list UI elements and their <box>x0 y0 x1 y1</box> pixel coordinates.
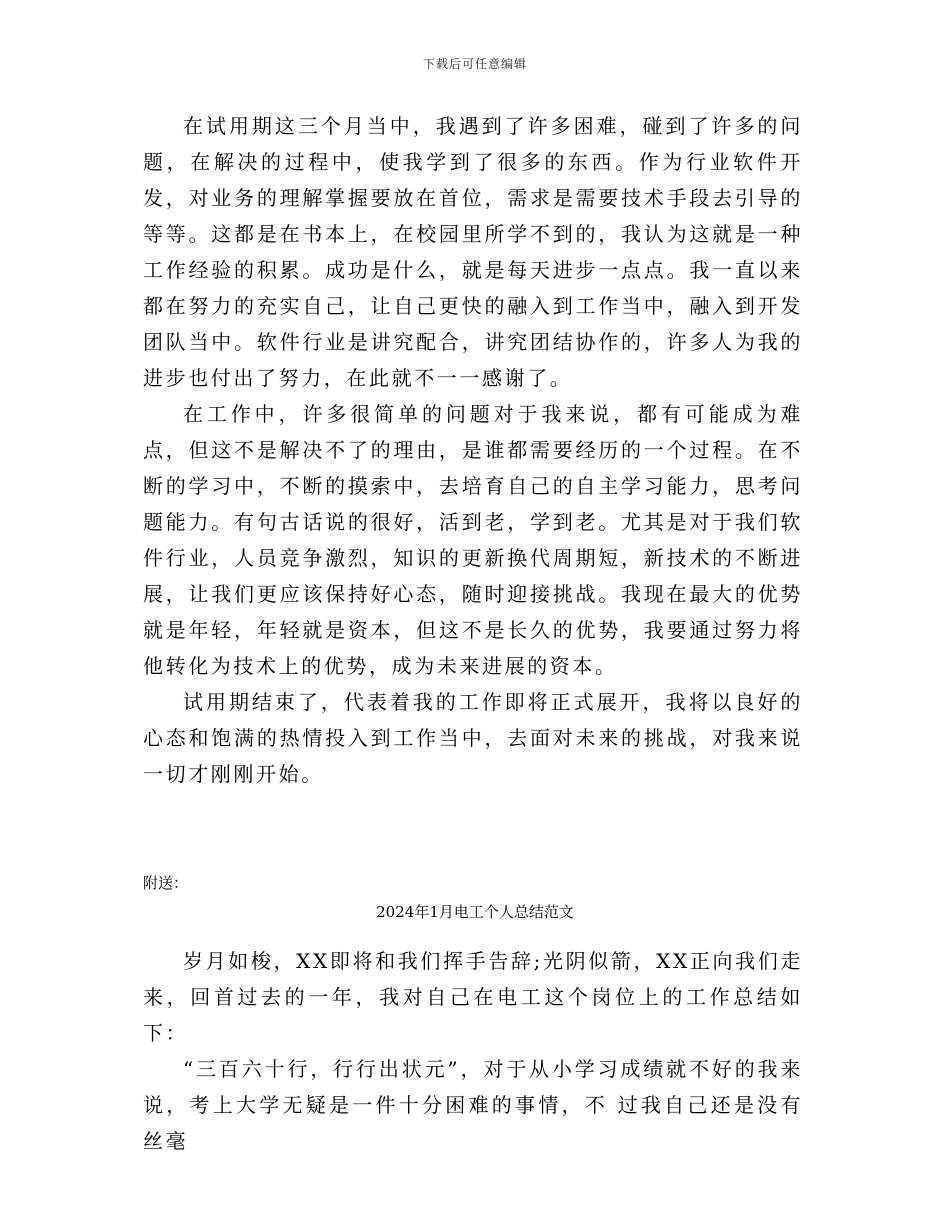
body-paragraph: 试用期结束了，代表着我的工作即将正式展开，我将以良好的心态和饱满的热情投入到工作当中，去面对未来的挑战，对我来说一切才刚刚开始。 <box>143 690 803 786</box>
body-paragraph: 在工作中，许多很简单的问题对于我来说，都有可能成为难点，但这不是解决不了的理由，是谁都需要经历的一个过程。在不断的学习中，不断的摸索中，去培育自己的自主学习能力，思考问题能力。有句古话说的很好，活到老，学到老。尤其是对于我们软件行业，人员竞争激烈，知识的更新换代周期短，新技术的不断进展，让我们更应该保持好心态，随时迎接挑战。我现在最大的优势就是年轻，年轻就是资本，但这不是长久的优势，我要通过努力将他转化为技术上的优势，成为未来进展的资本。 <box>143 402 803 678</box>
appendix-paragraph: “三百六十行，行行出状元”，对于从小学习成绩就不好的我来说，考上大学无疑是一件十分困难的事情，不 过我自己还是没有丝毫 <box>143 1057 803 1153</box>
page-header-note: 下载后可任意编辑 <box>422 57 527 71</box>
main-body <box>143 108 803 792</box>
appendix-body <box>143 943 803 1159</box>
body-paragraph: 在试用期这三个月当中，我遇到了许多困难，碰到了许多的问题，在解决的过程中，使我学到了很多的东西。作为行业软件开发，对业务的理解掌握要放在首位，需求是需要技术手段去引导的等等。这都是在书本上，在校园里所学不到的，我认为这就是一种工作经验的积累。成功是什么，就是每天进步一点点。我一直以来都在努力的充实自己，让自己更快的融入到工作当中，融入到开发团队当中。软件行业是讲究配合，讲究团结协作的，许多人为我的进步也付出了努力，在此就不一一感谢了。 <box>143 114 803 390</box>
appendix-paragraph: 岁月如梭，XX即将和我们挥手告辞;光阴似箭，XX正向我们走来，回首过去的一年，我对自己在电工这个岗位上的工作总结如下： <box>143 949 803 1045</box>
appendix-title: 2024年1月电工个人总结范文 <box>376 903 574 921</box>
appendix-label: 附送： <box>143 874 189 892</box>
